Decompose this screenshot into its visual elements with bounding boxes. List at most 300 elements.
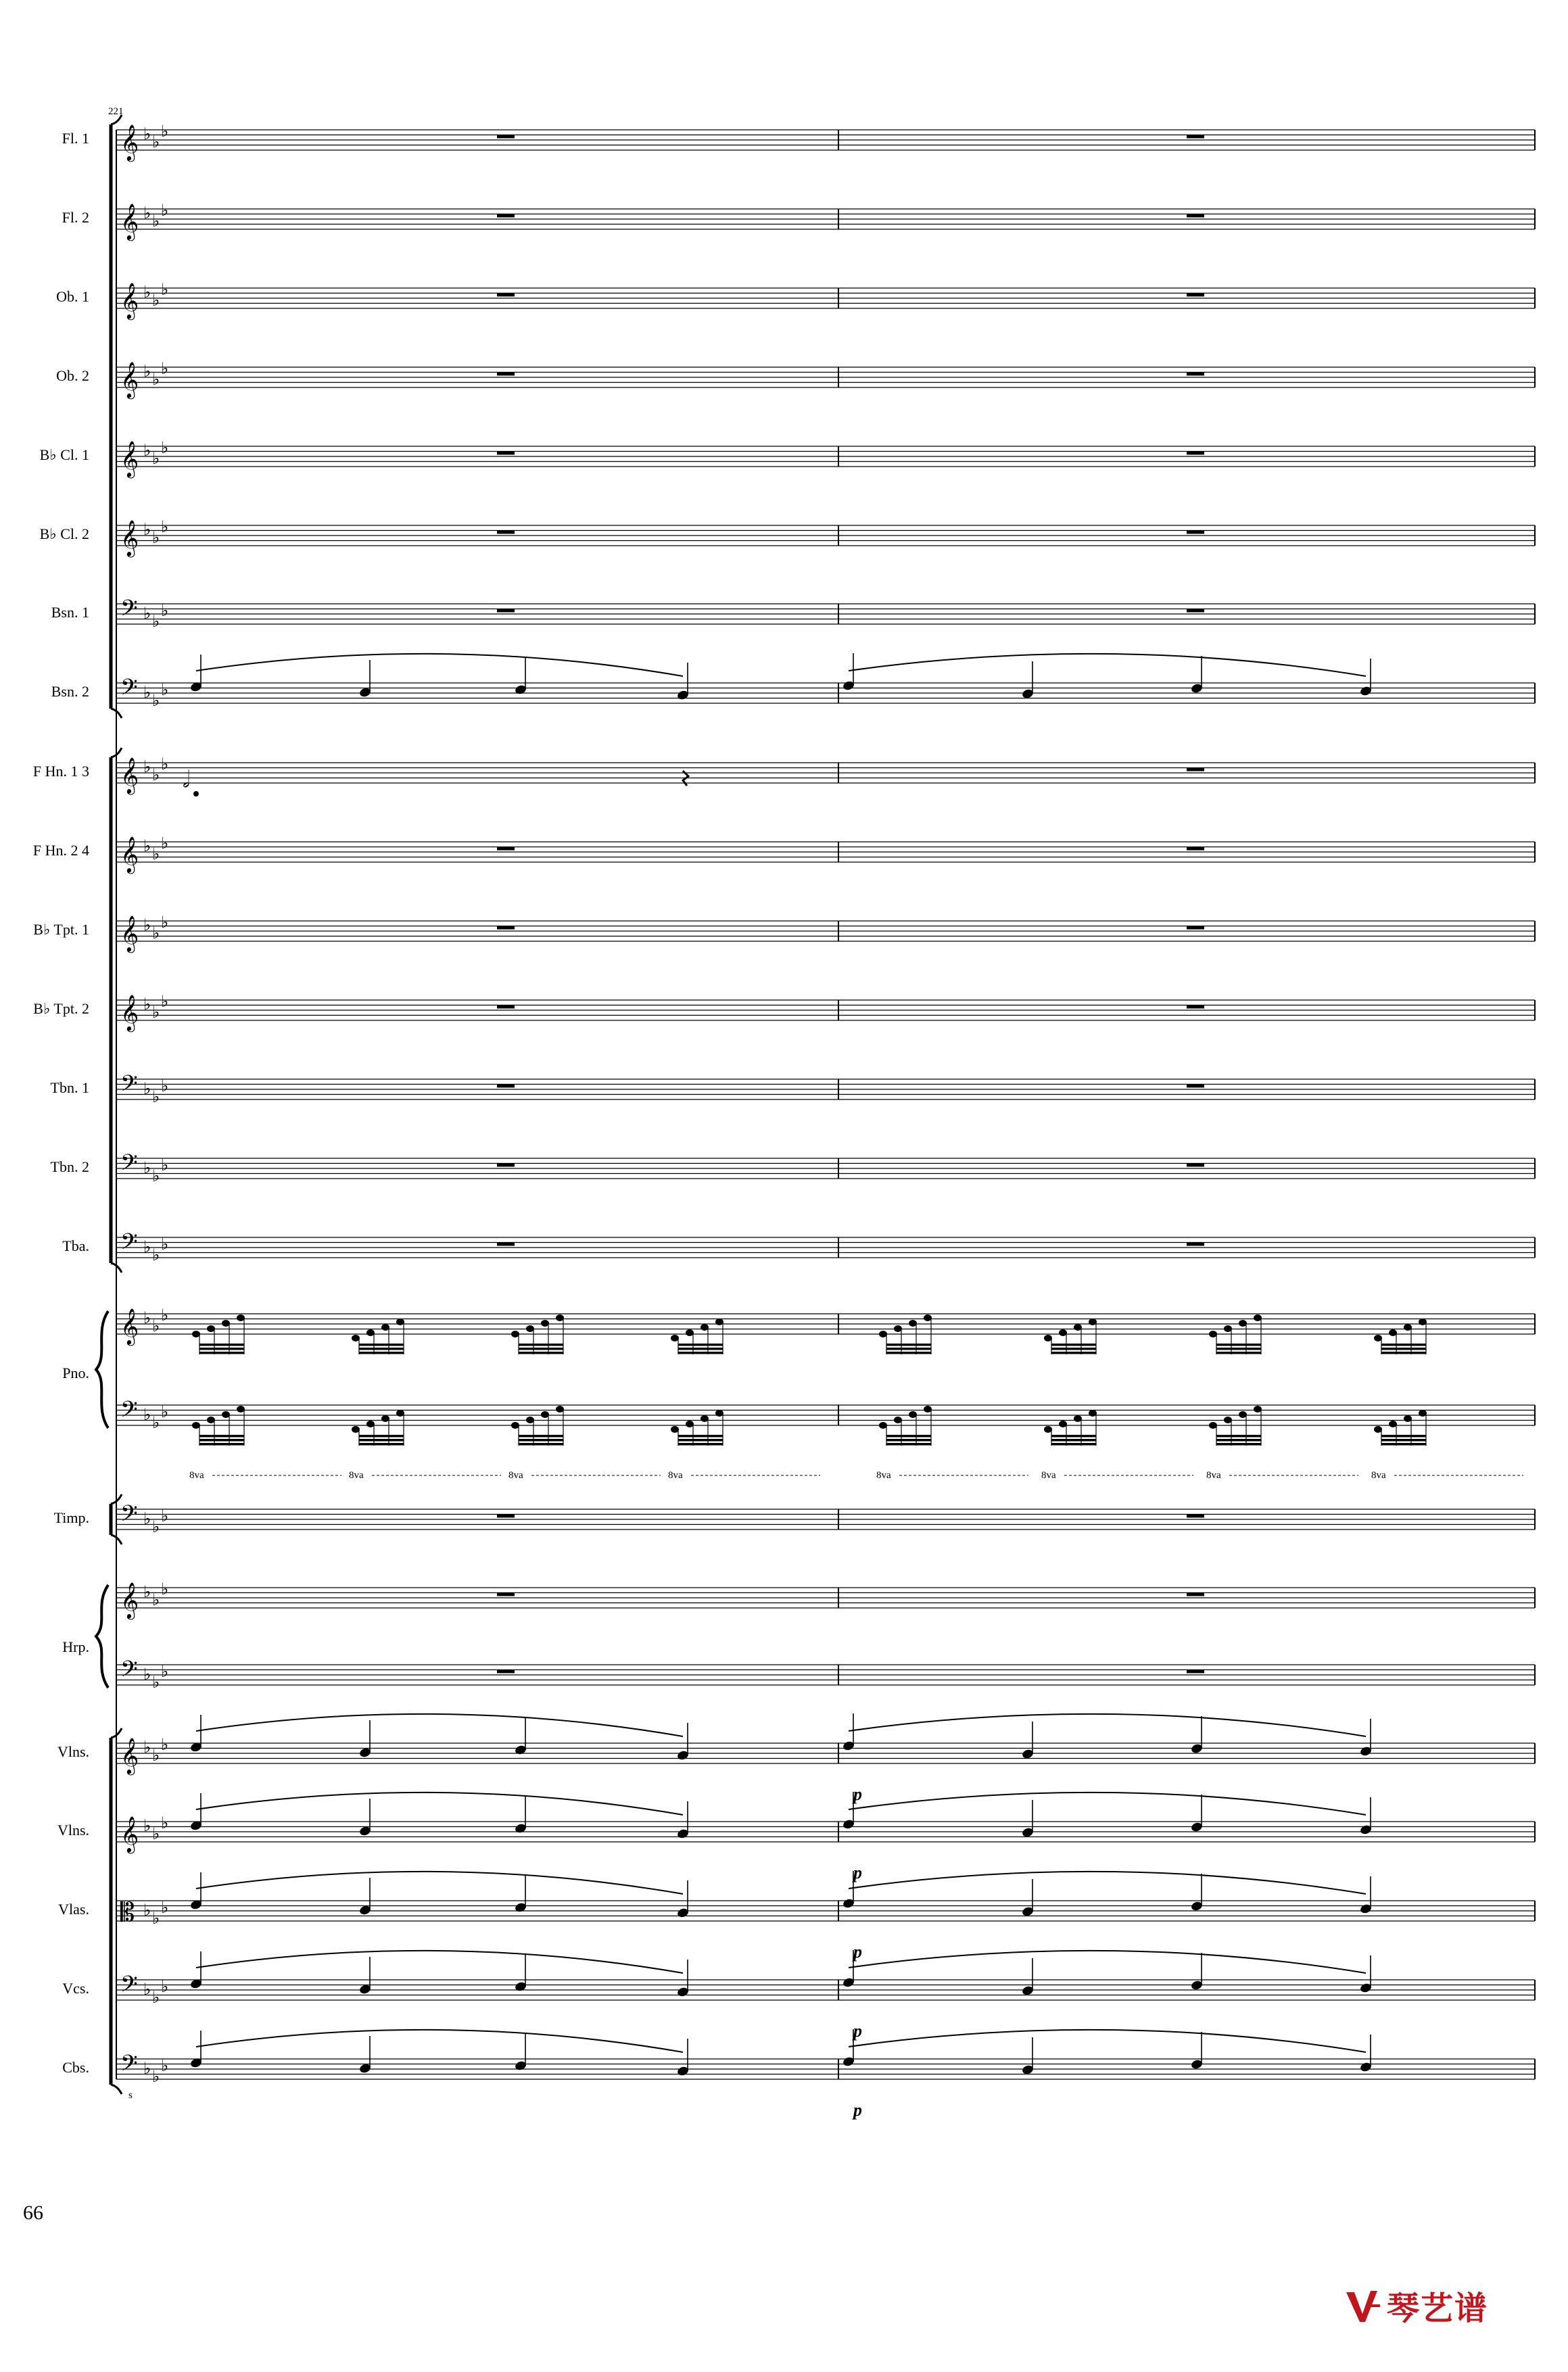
run-note-head (396, 1319, 404, 1325)
run-beam (678, 1352, 723, 1354)
ottava-mark: 8va (668, 1470, 683, 1481)
run-note-head (1254, 1314, 1262, 1321)
key-signature-flat: ♭ (143, 1582, 151, 1601)
run-beam (519, 1439, 563, 1442)
run-note-head (1224, 1325, 1232, 1332)
whole-rest (1187, 135, 1204, 139)
whole-rest (1187, 768, 1204, 772)
dynamic-piano: p (853, 1942, 862, 1962)
run-beam (1216, 1435, 1261, 1438)
key-signature-flat: ♭ (143, 1980, 151, 1999)
run-note-head (222, 1320, 230, 1327)
whole-rest (497, 1670, 515, 1674)
run-beam (1051, 1443, 1096, 1446)
run-note-head (894, 1417, 902, 1423)
run-note-head (1089, 1319, 1097, 1325)
key-signature-flat: ♭ (143, 916, 151, 934)
run-note-head (894, 1325, 902, 1332)
key-signature-flat: ♭ (161, 2056, 169, 2075)
run-note-head (1044, 1426, 1052, 1433)
slur (849, 1872, 1366, 1894)
run-note-head (671, 1426, 679, 1433)
whole-rest (497, 373, 515, 376)
treble-clef-icon: 𝄞 (120, 1582, 139, 1618)
run-note-head (1074, 1415, 1082, 1422)
key-signature-flat: ♭ (152, 370, 160, 389)
treble-clef-icon: 𝄞 (120, 282, 139, 318)
ottava-mark: 8va (876, 1470, 891, 1481)
run-beam (1381, 1348, 1426, 1350)
run-note-head (686, 1421, 694, 1427)
run-beam (886, 1439, 931, 1442)
run-beam (359, 1352, 404, 1354)
staff-brace (96, 1585, 108, 1688)
run-note-head (1404, 1324, 1412, 1331)
run-beam (678, 1443, 723, 1446)
run-beam (886, 1352, 931, 1354)
key-signature-flat: ♭ (161, 1306, 169, 1325)
key-signature-flat: ♭ (143, 1901, 151, 1920)
run-beam (199, 1348, 244, 1350)
run-beam (678, 1439, 723, 1442)
run-beam (678, 1344, 723, 1346)
run-beam (359, 1344, 404, 1346)
key-signature-flat: ♭ (161, 1977, 169, 1996)
key-signature-flat: ♭ (143, 1665, 151, 1684)
whole-rest (497, 531, 515, 534)
run-note-head (1059, 1329, 1067, 1336)
dynamic-piano: p (853, 2021, 862, 2041)
treble-clef-icon: 𝄞 (120, 203, 139, 239)
run-note-head (1389, 1329, 1397, 1336)
dynamic-piano: p (853, 1863, 862, 1882)
run-beam (519, 1348, 563, 1350)
score-system (33, 115, 1535, 2120)
instrument-label: Vlns. (57, 1743, 89, 1760)
run-note-head (1389, 1421, 1397, 1427)
ottava-mark: 8va (1041, 1470, 1056, 1481)
bass-clef-icon: 𝄢 (120, 1657, 138, 1688)
whole-rest (1187, 926, 1204, 930)
key-signature-flat: ♭ (161, 1507, 169, 1525)
key-signature-flat: ♭ (143, 520, 151, 539)
run-note-head (1404, 1415, 1412, 1422)
run-note-head (207, 1325, 215, 1332)
instrument-label: Vlas. (58, 1901, 89, 1918)
whole-rest (1187, 1593, 1204, 1596)
whole-rest (497, 1515, 515, 1518)
whole-rest (1187, 1164, 1204, 1167)
run-beam (199, 1443, 244, 1446)
treble-clef-icon: 𝄞 (120, 1308, 139, 1344)
run-note-head (1254, 1406, 1262, 1413)
run-note-head (352, 1335, 360, 1342)
instrument-label: Timp. (53, 1509, 89, 1526)
bass-clef-icon: 𝄢 (120, 675, 138, 706)
slur (196, 2030, 683, 2052)
whole-rest (1187, 609, 1204, 613)
key-signature-flat: ♭ (152, 1003, 160, 1022)
whole-rest (497, 1243, 515, 1246)
bass-clef-icon: 𝄢 (120, 1501, 138, 1532)
run-note-head (715, 1410, 723, 1417)
key-signature-flat: ♭ (161, 122, 169, 141)
run-note-head (366, 1421, 375, 1427)
watermark-text: 琴艺谱 (1387, 2290, 1489, 2327)
run-note-head (541, 1320, 549, 1327)
dynamic-piano: p (853, 2100, 862, 2120)
key-signature-flat: ♭ (152, 1517, 160, 1536)
key-signature-flat: ♭ (161, 755, 169, 774)
instrument-label: Bsn. 1 (51, 604, 89, 621)
key-signature-flat: ♭ (161, 601, 169, 620)
bass-clef-icon: 𝄢 (120, 1229, 138, 1260)
key-signature-flat: ♭ (152, 1087, 160, 1106)
whole-rest (1187, 1670, 1204, 1674)
run-beam (519, 1443, 563, 1446)
ottava-mark: 8va (1371, 1470, 1386, 1481)
instrument-label: Ob. 1 (56, 288, 89, 305)
run-note-head (879, 1331, 887, 1337)
instrument-label: Tbn. 2 (50, 1158, 89, 1175)
run-beam (1216, 1439, 1261, 1442)
run-note-head (237, 1314, 245, 1321)
key-signature-flat: ♭ (152, 291, 160, 310)
run-beam (1381, 1435, 1426, 1438)
slur (849, 1951, 1366, 1973)
whole-rest (1187, 531, 1204, 534)
whole-rest (497, 847, 515, 851)
run-beam (1216, 1344, 1261, 1346)
key-signature-flat: ♭ (152, 528, 160, 547)
whole-rest (1187, 1515, 1204, 1518)
half-note: 𝅗𝅥 (183, 766, 190, 793)
run-note-head (222, 1411, 230, 1418)
instrument-label: Fl. 1 (62, 130, 89, 147)
whole-rest (497, 293, 515, 297)
key-signature-flat: ♭ (152, 1673, 160, 1692)
ottava-mark: 8va (189, 1470, 204, 1481)
run-beam (199, 1352, 244, 1354)
slur (196, 1793, 683, 1815)
key-signature-flat: ♭ (143, 1509, 151, 1528)
bracket-hook (111, 2085, 122, 2094)
run-note-head (526, 1417, 534, 1423)
whole-rest (1187, 1005, 1204, 1009)
bass-clef-icon: 𝄢 (120, 1150, 138, 1181)
treble-clef-icon: 𝄞 (120, 1816, 139, 1852)
key-signature-flat: ♭ (143, 1237, 151, 1256)
key-signature-flat: ♭ (143, 441, 151, 460)
watermark (1342, 2282, 1488, 2329)
treble-clef-icon: 𝄞 (120, 1737, 139, 1774)
key-signature-flat: ♭ (152, 1413, 160, 1432)
run-note-head (192, 1422, 200, 1429)
key-signature-flat: ♭ (161, 280, 169, 299)
key-signature-flat: ♭ (152, 924, 160, 943)
instrument-label: Ob. 2 (56, 367, 89, 384)
treble-clef-icon: 𝄞 (120, 915, 139, 951)
key-signature-flat: ♭ (143, 1308, 151, 1327)
slur (849, 654, 1366, 676)
slur (849, 1793, 1366, 1815)
key-signature-flat: ♭ (161, 1235, 169, 1254)
run-note-head (1419, 1410, 1427, 1417)
run-note-head (511, 1331, 519, 1337)
run-note-head (192, 1331, 200, 1337)
key-signature-flat: ♭ (152, 845, 160, 863)
key-signature-flat: ♭ (152, 212, 160, 231)
whole-rest (1187, 293, 1204, 297)
key-signature-flat: ♭ (143, 1738, 151, 1757)
key-signature-flat: ♭ (152, 449, 160, 468)
run-note-head (686, 1329, 694, 1336)
key-signature-flat: ♭ (152, 1317, 160, 1335)
key-signature-flat: ♭ (161, 992, 169, 1011)
key-signature-flat: ♭ (152, 765, 160, 784)
watermark-logo-icon (1342, 2285, 1383, 2326)
run-note-head (366, 1329, 375, 1336)
key-signature-flat: ♭ (161, 1402, 169, 1421)
run-note-head (924, 1314, 932, 1321)
run-beam (1381, 1344, 1426, 1346)
key-signature-flat: ♭ (161, 1898, 169, 1917)
staff-brace (96, 1311, 108, 1428)
key-signature-flat: ♭ (152, 1246, 160, 1264)
instrument-label: F Hn. 1 3 (32, 763, 89, 780)
run-note-head (352, 1426, 360, 1433)
end-mark: s (128, 2090, 133, 2101)
run-note-head (1374, 1335, 1382, 1342)
run-note-head (700, 1324, 709, 1331)
bass-clef-icon: 𝄢 (120, 1972, 138, 2003)
run-note-head (1074, 1324, 1082, 1331)
run-beam (886, 1348, 931, 1350)
run-note-head (541, 1411, 549, 1418)
key-signature-flat: ♭ (143, 1816, 151, 1835)
run-note-head (556, 1406, 564, 1413)
dynamic-piano: p (853, 1784, 862, 1804)
run-note-head (1239, 1411, 1247, 1418)
key-signature-flat: ♭ (152, 612, 160, 631)
key-signature-flat: ♭ (152, 1746, 160, 1765)
run-beam (519, 1344, 563, 1346)
run-note-head (237, 1406, 245, 1413)
slur (849, 2030, 1366, 2052)
key-signature-flat: ♭ (143, 604, 151, 623)
key-signature-flat: ♭ (161, 517, 169, 536)
key-signature-flat: ♭ (143, 757, 151, 776)
treble-clef-icon: 𝄞 (120, 440, 139, 477)
whole-rest (497, 1005, 515, 1009)
key-signature-flat: ♭ (161, 359, 169, 378)
instrument-label: F Hn. 2 4 (32, 842, 89, 859)
instrument-label: Tba. (62, 1237, 89, 1254)
run-note-head (207, 1417, 215, 1423)
slur (849, 1714, 1366, 1736)
run-note-head (1209, 1422, 1217, 1429)
key-signature-flat: ♭ (161, 1813, 169, 1832)
key-signature-flat: ♭ (143, 283, 151, 302)
ottava-mark: 8va (1206, 1470, 1221, 1481)
slur (196, 654, 683, 676)
whole-rest (1187, 847, 1204, 851)
run-beam (886, 1443, 931, 1446)
whole-rest (497, 1085, 515, 1088)
run-note-head (924, 1406, 932, 1413)
instrument-label: Tbn. 1 (50, 1079, 89, 1096)
run-beam (1051, 1348, 1096, 1350)
key-signature-flat: ♭ (143, 1405, 151, 1424)
run-note-head (700, 1415, 709, 1422)
run-note-head (511, 1422, 519, 1429)
run-beam (359, 1435, 404, 1438)
instrument-label: B♭ Tpt. 2 (33, 1000, 89, 1017)
measure-number: 221 (108, 106, 124, 117)
whole-rest (1187, 214, 1204, 218)
whole-rest (497, 1164, 515, 1167)
key-signature-flat: ♭ (143, 683, 151, 702)
run-beam (1216, 1352, 1261, 1354)
key-signature-flat: ♭ (161, 680, 169, 699)
whole-rest (497, 214, 515, 218)
key-signature-flat: ♭ (161, 1662, 169, 1681)
instrument-label: Vlns. (57, 1822, 89, 1839)
run-note-head (879, 1422, 887, 1429)
key-signature-flat: ♭ (161, 201, 169, 220)
run-beam (1051, 1344, 1096, 1346)
run-beam (1381, 1439, 1426, 1442)
key-signature-flat: ♭ (143, 1079, 151, 1098)
run-note-head (909, 1320, 917, 1327)
slur (196, 1872, 683, 1894)
key-signature-flat: ♭ (152, 691, 160, 710)
instrument-label: Fl. 2 (62, 209, 89, 226)
slur (196, 1951, 683, 1973)
whole-rest (1187, 1243, 1204, 1246)
bass-clef-icon: 𝄢 (120, 1071, 138, 1102)
whole-rest (497, 135, 515, 139)
run-note-head (1224, 1417, 1232, 1423)
whole-rest (1187, 1085, 1204, 1088)
key-signature-flat: ♭ (143, 836, 151, 855)
key-signature-flat: ♭ (161, 1735, 169, 1754)
run-note-head (1209, 1331, 1217, 1337)
page-number: 66 (23, 2202, 43, 2224)
run-beam (886, 1435, 931, 1438)
run-beam (1381, 1443, 1426, 1446)
treble-clef-icon: 𝄞 (120, 757, 139, 793)
ottava-mark: 8va (349, 1470, 364, 1481)
instrument-label: B♭ Tpt. 1 (33, 921, 89, 938)
treble-clef-icon: 𝄞 (120, 994, 139, 1030)
key-signature-flat: ♭ (161, 913, 169, 932)
treble-clef-icon: 𝄞 (120, 361, 139, 398)
key-signature-flat: ♭ (152, 2067, 160, 2086)
key-signature-flat: ♭ (152, 1909, 160, 1928)
run-beam (1216, 1443, 1261, 1446)
run-note-head (1059, 1421, 1067, 1427)
run-note-head (381, 1324, 389, 1331)
treble-clef-icon: 𝄞 (120, 836, 139, 872)
run-note-head (1089, 1410, 1097, 1417)
treble-clef-icon: 𝄞 (120, 519, 139, 556)
key-signature-flat: ♭ (161, 1580, 169, 1598)
run-note-head (1374, 1426, 1382, 1433)
whole-rest (497, 1593, 515, 1596)
instrument-label: Vcs. (62, 1980, 89, 1997)
instrument-label: B♭ Cl. 2 (39, 525, 89, 542)
run-beam (199, 1435, 244, 1438)
key-signature-flat: ♭ (152, 133, 160, 151)
run-beam (199, 1439, 244, 1442)
run-note-head (715, 1319, 723, 1325)
instrument-label: Pno. (62, 1365, 89, 1381)
slur (196, 1714, 683, 1736)
run-beam (1051, 1352, 1096, 1354)
key-signature-flat: ♭ (143, 204, 151, 222)
key-signature-flat: ♭ (152, 1824, 160, 1843)
key-signature-flat: ♭ (161, 1076, 169, 1095)
run-note-head (1239, 1320, 1247, 1327)
key-signature-flat: ♭ (143, 362, 151, 381)
run-note-head (671, 1335, 679, 1342)
run-beam (678, 1348, 723, 1350)
key-signature-flat: ♭ (161, 1156, 169, 1175)
run-note-head (556, 1314, 564, 1321)
run-beam (519, 1435, 563, 1438)
alto-clef-icon: 𝄡 (120, 1897, 135, 1927)
key-signature-flat: ♭ (143, 995, 151, 1014)
whole-rest (497, 609, 515, 613)
run-beam (359, 1439, 404, 1442)
instrument-label: Cbs. (62, 2059, 89, 2076)
run-beam (1381, 1352, 1426, 1354)
key-signature-flat: ♭ (143, 1158, 151, 1177)
run-beam (359, 1443, 404, 1446)
run-beam (1051, 1435, 1096, 1438)
bass-clef-icon: 𝄢 (120, 1397, 138, 1428)
whole-rest (497, 926, 515, 930)
run-beam (199, 1344, 244, 1346)
key-signature-flat: ♭ (152, 1166, 160, 1185)
ottava-mark: 8va (508, 1470, 523, 1481)
run-beam (678, 1435, 723, 1438)
key-signature-flat: ♭ (152, 1988, 160, 2007)
bass-clef-icon: 𝄢 (120, 2051, 138, 2082)
run-beam (1051, 1439, 1096, 1442)
run-note-head (1419, 1319, 1427, 1325)
run-beam (359, 1348, 404, 1350)
instrument-label: Bsn. 2 (51, 683, 89, 700)
run-note-head (1044, 1335, 1052, 1342)
key-signature-flat: ♭ (161, 834, 169, 853)
run-beam (519, 1352, 563, 1354)
treble-clef-icon: 𝄞 (120, 124, 139, 160)
run-beam (1216, 1348, 1261, 1350)
whole-rest (497, 452, 515, 455)
whole-rest (1187, 373, 1204, 376)
run-note-head (381, 1415, 389, 1422)
key-signature-flat: ♭ (152, 1590, 160, 1609)
instrument-label: B♭ Cl. 1 (39, 446, 89, 463)
key-signature-flat: ♭ (161, 438, 169, 457)
run-beam (886, 1344, 931, 1346)
key-signature-flat: ♭ (143, 124, 151, 143)
bass-clef-icon: 𝄢 (120, 596, 138, 627)
run-note-head (396, 1410, 404, 1417)
run-note-head (909, 1411, 917, 1418)
